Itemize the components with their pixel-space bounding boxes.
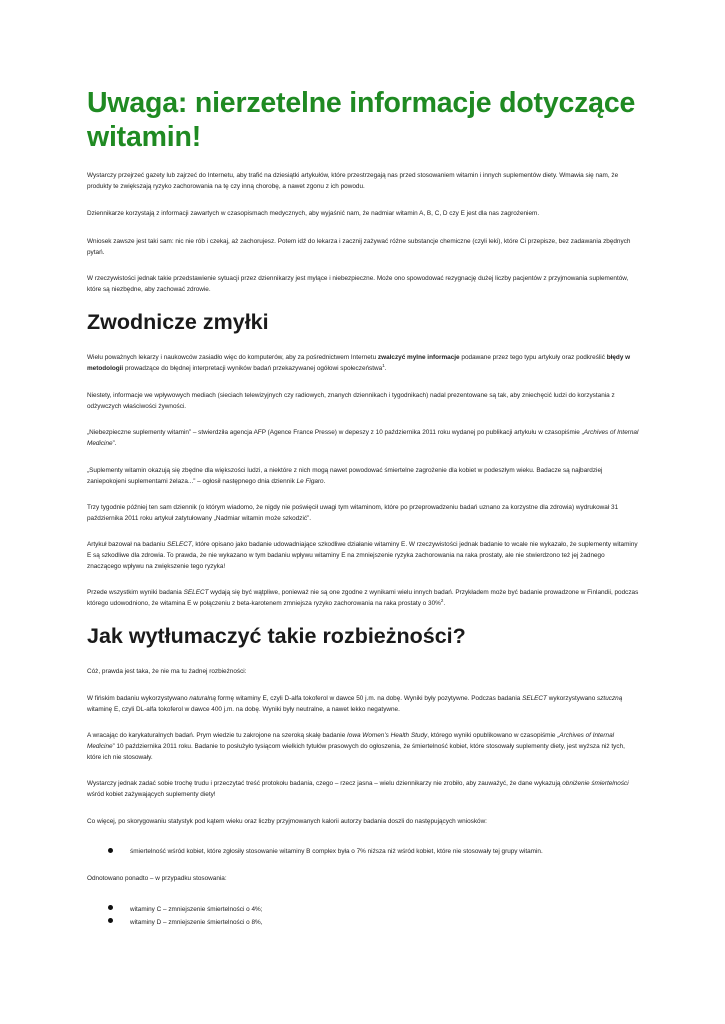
section-heading-zwodnicze: Zwodnicze zmyłki — [87, 310, 269, 334]
bullet-item-3: witaminy D – zmniejszenie śmiertelności o 8%, — [130, 919, 263, 926]
intro-paragraph-4: W rzeczywistości jednak takie przedstawienie sytuacji przez dziennikarzy jest mylące i niebezpieczne. Może ono spowodować rezygnację dużej liczby pacjentów z przyjmowania suplementów, które są niezbędne, aby zachować zdrowie. — [87, 275, 629, 293]
intro-paragraph-2: Dziennikarze korzystają z informacji zawartych w czasopismach medycznych, aby wyjaśnić nam, że nadmiar witamin A, B, C, D czy E jest dla nas zagrożeniem. — [87, 210, 540, 217]
s2-paragraph-2: W fińskim badaniu wykorzystywano naturalną formę witaminy E, czyli D-alfa tokoferol w dawce 50 j.m. na dobę. Wyniki były pozytywne. Podczas badania SELECT wykorzystywano sztuczną witaminę E, czyli DL-alfa tokoferol w dawce 400 j.m. na dobę. Wyniki były neutralne, a nawet lekko negatywne. — [87, 695, 623, 713]
s2-paragraph-1: Cóż, prawda jest taka, że nie ma tu żadnej rozbieżności: — [87, 668, 247, 675]
bullet-dot-icon — [108, 848, 113, 853]
s1-paragraph-5: Trzy tygodnie później ten sam dziennik (o którym wiadomo, że nigdy nie poświęcił uwagi tym witaminom, które po przeprowadzeniu badań uznano za korzystne dla zdrowia) wydrukował 31 października 2011 roku artykuł zatytułowany „Nadmiar witamin może szkodzić”. — [87, 504, 619, 522]
intro-paragraph-3: Wniosek zawsze jest taki sam: nic nie rób i czekaj, aż zachorujesz. Potem idź do lekarza i zacznij zażywać różne substancje chemiczne (czyli leki), które Ci przepisze, bez zadawania zbędnych pytań. — [87, 238, 631, 256]
s1-paragraph-1: Wielu poważnych lekarzy i naukowców zasiadło więc do komputerów, aby za pośrednictwem Internetu zwalczyć mylne informacje podawane przez tego typu artykuły oraz podkreślić błędy w metodologii prowadzące do błędnej interpretacji wyników badań przekazywanej ogółowi społeczeństwa$^1$. — [87, 354, 631, 372]
s2-paragraph-5: Co więcej, po skorygowaniu statystyk pod kątem wieku oraz liczby przyjmowanych kalorii autorzy badania doszli do następujących wniosków: — [87, 818, 487, 825]
s1-paragraph-2: Niestety, informacje we wpływowych mediach (sieciach telewizyjnych czy radiowych, znanych dziennikach i tygodnikach) nadal prezentowane są tak, aby zniechęcić ludzi do korzystania z odżywczych właściwości żywności. — [87, 392, 615, 410]
s2-paragraph-3: A wracając do karykaturalnych badań. Prym wiedzie tu zakrojone na szeroką skalę badanie Iowa Women’s Health Study, którego wyniki opublikowano w czasopiśmie „Archives of Internal Medicine” 10 października 2011 roku. Badanie to posłużyło tysiącom wielkich tytułów prasowych do ogłoszenia, że śmiertelność kobiet, które stosowały suplementy diety, jest wyższa niż tych, które ich nie stosowały. — [87, 732, 625, 761]
section-heading-rozbieznosci: Jak wytłumaczyć takie rozbieżności? — [87, 624, 466, 648]
s1-paragraph-4: „Suplementy witamin okazują się zbędne dla większości ludzi, a niektóre z nich mogą nawet powodować śmiertelne zagrożenie dla kobiet w podeszłym wieku. Badacze są najbardziej zaniepokojeni suplementami żelaza...” – ogłosił następnego dnia dziennik Le Figaro. — [87, 467, 603, 485]
s1-paragraph-6: Artykuł bazował na badaniu SELECT, które opisano jako badanie udowadniające szkodliwe działanie witaminy E. W rzeczywistości jednak badanie to wcale nie wykazało, że suplementy witaminy E są szkodliwe dla zdrowia. To prawda, że nie wykazano w tym badaniu wpływu witaminy E na zmniejszenie ryzyka zachorowania na raka prostaty, ale nie stwierdzono też jej żadnego znaczącego wpływu na zwiększenie tego ryzyka! — [87, 541, 638, 570]
bullet-dot-icon — [108, 905, 113, 910]
bullet-item-1: śmiertelność wśród kobiet, które zgłosiły stosowanie witaminy B complex była o 7% niższa niż wśród kobiet, które nie stosowały tej grupy witamin. — [130, 848, 543, 855]
s1-paragraph-7: Przede wszystkim wyniki badania SELECT wydają się być wątpliwe, ponieważ nie są one zgodne z wynikami wielu innych badań. Przykładem może być badanie prowadzone w Finlandii, podczas którego udowodniono, że witamina E w połączeniu z beta-karotenem zmniejsza ryzyko zachorowania na raka prostaty o 30%$^2$. — [87, 589, 639, 607]
intro-paragraph-1: Wystarczy przejrzeć gazety lub zajrzeć do Internetu, aby trafić na dziesiątki artykułów, które przestrzegają nas przed stosowaniem witamin i innych suplementów diety. Wmawia się nam, że produkty te zwiększają ryzyko zachorowania na tę czy inną chorobę, a nawet zgonu z ich powodu. — [87, 172, 619, 190]
bullet-item-2: witaminy C – zmniejszenie śmiertelności o 4%; — [130, 906, 263, 913]
s1-paragraph-3: „Niebezpieczne suplementy witamin” – stwierdziła agencja AFP (Agence France Presse) w depeszy z 10 października 2011 roku wydanej po publikacji artykułu w czasopiśmie „Archives of Internal Medicine”. — [87, 429, 639, 447]
s2-paragraph-4: Wystarczy jednak zadać sobie trochę trudu i przeczytać treść protokołu badania, czego – rzecz jasna – wielu dziennikarzy nie zrobiło, aby zauważyć, że dane wykazują obniżenie śmiertelności wśród kobiet zażywających suplementy diety! — [87, 780, 629, 798]
bullet-dot-icon — [108, 918, 113, 923]
s2-paragraph-6: Odnotowano ponadto – w przypadku stosowania: — [87, 875, 227, 882]
page-title: Uwaga: nierzetelne informacje dotyczące witamin! — [87, 87, 636, 153]
